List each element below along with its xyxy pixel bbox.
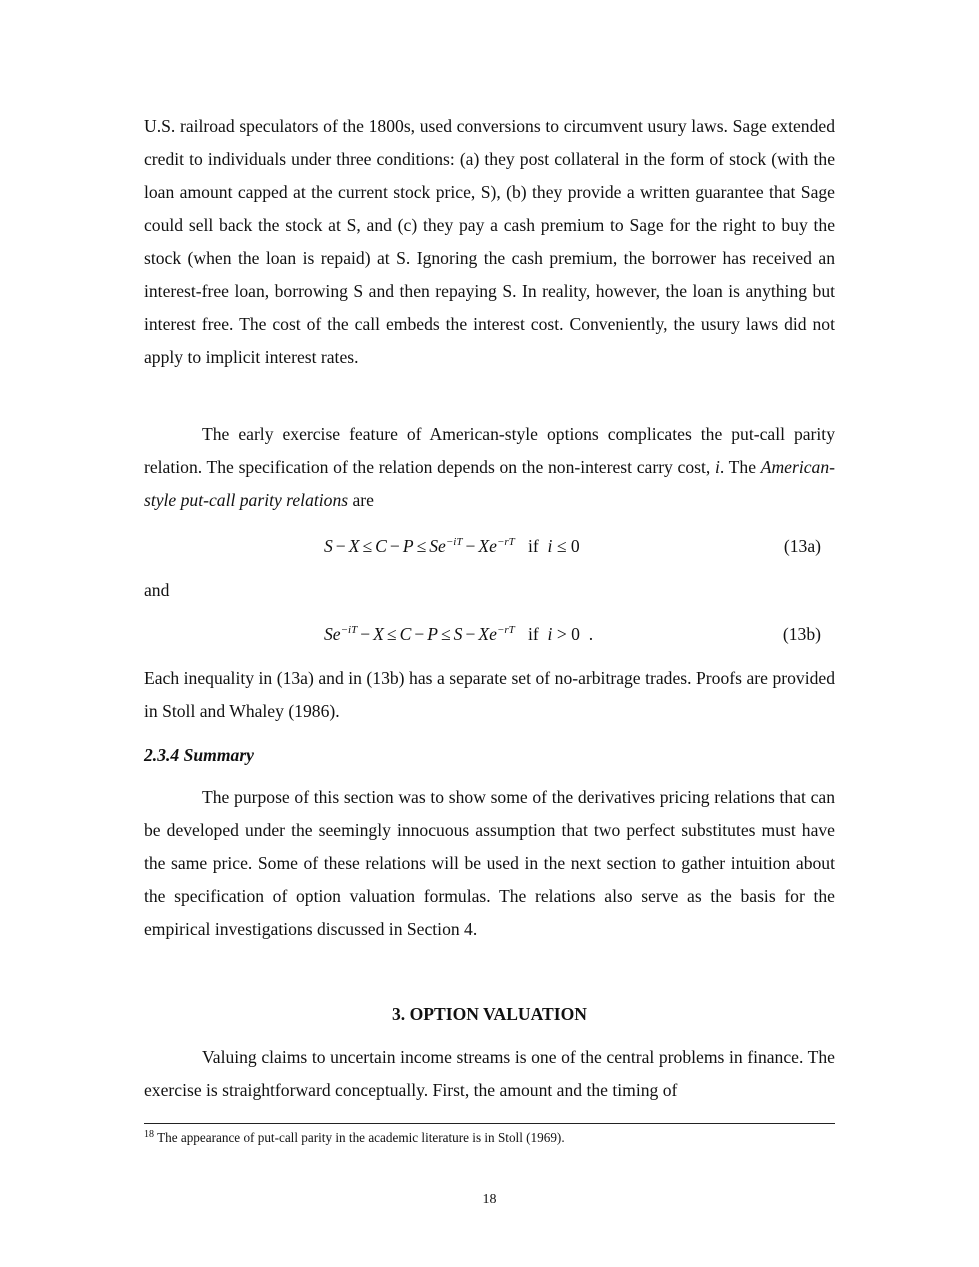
carry-cost-variable: i bbox=[715, 457, 720, 477]
footnote-text: The appearance of put-call parity in the academic literature is in Stoll (1969). bbox=[157, 1130, 565, 1145]
paragraph-text: The early exercise feature of American-style options complicates the put-call parity relation. The specification of the relation depends on the non-interest carry cost, bbox=[144, 424, 835, 477]
paragraph-inequalities: Each inequality in (13a) and in (13b) has a separate set of no-arbitrage trades. Proofs are provided in Stoll and Whaley (1986). bbox=[144, 668, 835, 721]
paragraph-conversions: U.S. railroad speculators of the 1800s, used conversions to circumvent usury laws. Sage extended credit to individuals under three conditions: (a) they post collateral in the form of stock (with the loan amount capped at the current stock price, S), (b) they provide a written guarantee that Sage could sell back the stock at S, and (c) they pay a cash premium to Sage for the right to buy the stock (when the loan is repaid) at S. Ignoring the cash premium, the borrower has received an interest-free loan, borrowing S and then repaying S. In reality, however, the loan is anything but interest free. The cost of the call embeds the interest cost. Conveniently, the usury laws did not apply to implicit interest rates. bbox=[144, 116, 835, 367]
equation-13a bbox=[144, 530, 835, 563]
paragraph-american-parity bbox=[144, 418, 835, 517]
equation-13b-formula: $Se^{-iT} - X \le C - P \le S - Xe^{-rT}$ if i > 0 . bbox=[324, 624, 594, 644]
equation-13b-number: (13b) bbox=[782, 624, 821, 644]
page-number: 18 bbox=[482, 1192, 497, 1207]
paragraph-option-valuation: Valuing claims to uncertain income streams is one of the central problems in finance. The exercise is straightforward conceptually. First, the amount and the timing of bbox=[144, 1047, 835, 1100]
subsection-heading: 2.3.4 Summary bbox=[144, 745, 254, 765]
footnote-18 bbox=[144, 1128, 835, 1148]
paragraph-text: are bbox=[348, 490, 374, 510]
equation-13a-formula: $S - X \le C - P \le Se^{-iT} - Xe^{-rT}$ if i ≤ 0 bbox=[324, 536, 580, 556]
paragraph-summary: The purpose of this section was to show some of the derivatives pricing relations that can be developed under the seemingly innocuous assumption that two perfect substitutes must have the same price. Some of these relations will be used in the next section to gather intuition about the specification of option valuation formulas. The relations also serve as the basis for the empirical investigations discussed in Section 4. bbox=[144, 787, 835, 939]
connector-and: and bbox=[144, 580, 170, 600]
paragraph-text: . The bbox=[719, 457, 761, 477]
equation-13b bbox=[144, 618, 835, 651]
section-heading: 3. OPTION VALUATION bbox=[391, 1004, 588, 1024]
emphasized-term: American-style put-call parity relations bbox=[144, 457, 835, 510]
footnote-mark: 18 bbox=[144, 1129, 154, 1140]
equation-13a-number: (13a) bbox=[783, 536, 821, 556]
footnote-divider bbox=[144, 1123, 835, 1124]
